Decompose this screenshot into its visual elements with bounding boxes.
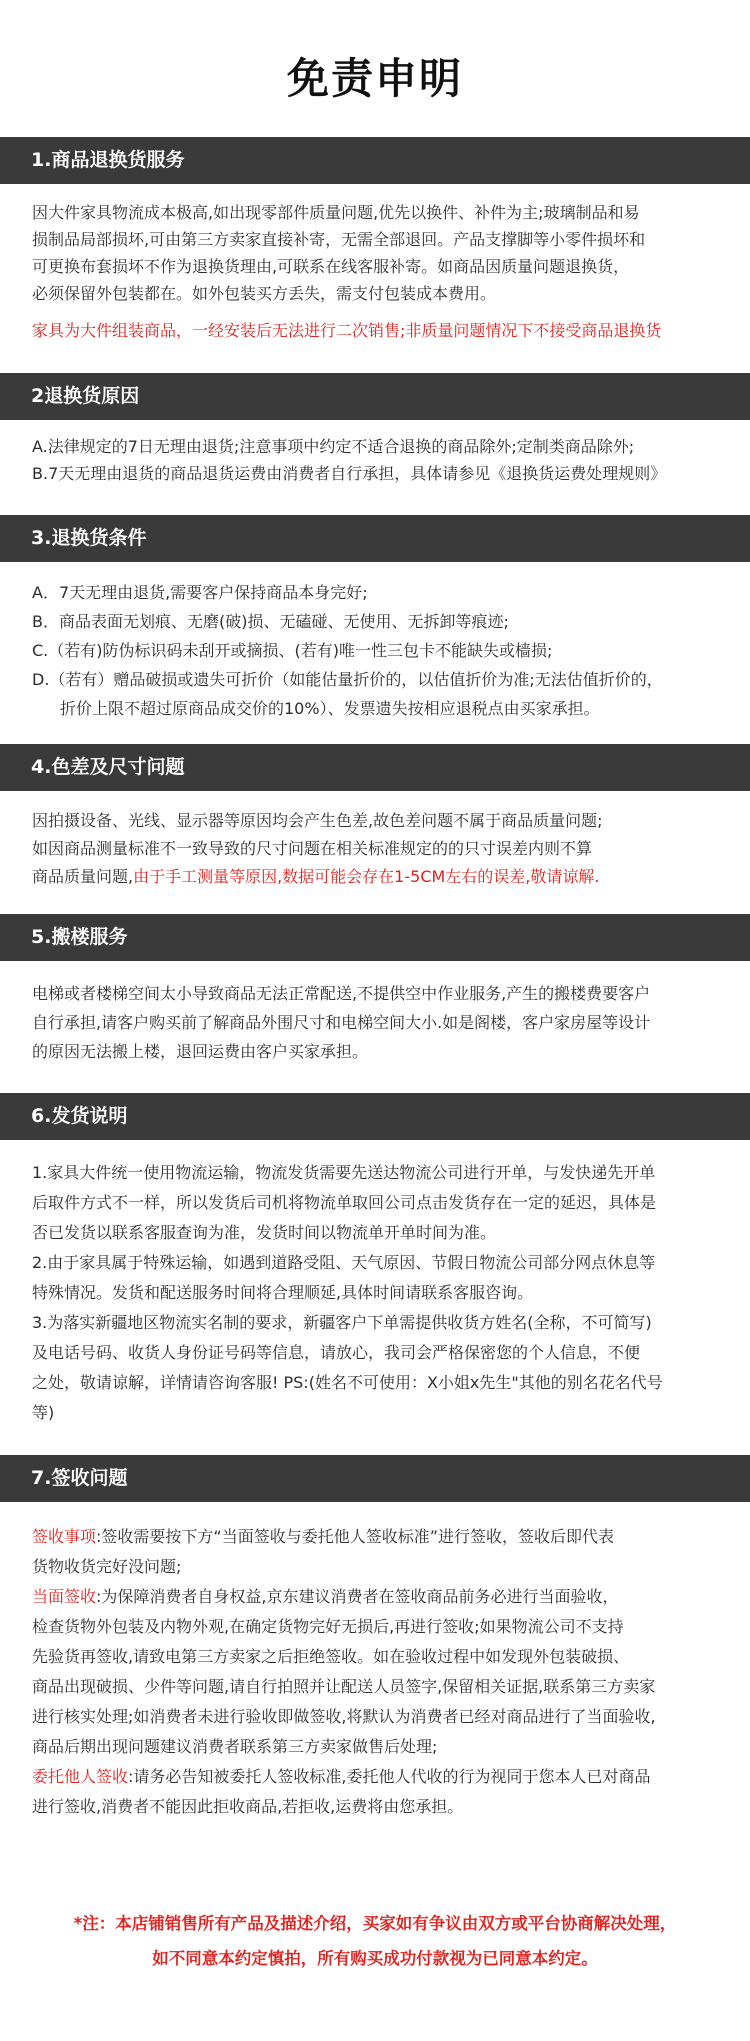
- paragraph-line: 可更换布套损坏不作为退换货理由,可联系在线客服补寄。如商品因质量问题退换货，: [32, 257, 630, 276]
- paragraph-line: B.7天无理由退货的商品退货运费由消费者自行承担，具体请参见《退换货运费处理规则》: [32, 464, 667, 483]
- paragraph-line: B．商品表面无划痕、无磨(破)损、无磕碰、无使用、无拆卸等痕迹;: [32, 612, 509, 631]
- paragraph-line: 货物收货完好没问题;: [32, 1557, 182, 1576]
- section-header: 3.退换货条件: [0, 515, 750, 562]
- paragraph-line: 商品后期出现问题建议消费者联系第三方卖家做售后处理;: [32, 1737, 438, 1756]
- section-receipt: [0, 1455, 750, 1892]
- paragraph-line: 自行承担,请客户购买前了解商品外围尺寸和电梯空间大小.如是阁楼，客户家房屋等设计: [32, 1013, 651, 1032]
- paragraph-line: 1.家具大件统一使用物流运输，物流发货需要先送达物流公司进行开单，与发快递先开单: [32, 1163, 656, 1182]
- section-header: 5.搬楼服务: [0, 914, 750, 961]
- paragraph-line: C.（若有)防伪标识码未刮开或摘损、(若有)唯一性三包卡不能缺失或樯损;: [32, 641, 553, 660]
- section-return-conditions: [0, 515, 750, 744]
- block-label: 签收事项: [32, 1527, 97, 1546]
- paragraph-line: D.（若有）赠品破损或遗失可折价（如能估量折价的，以估值折价为准;无法估值折价的，: [32, 670, 663, 689]
- paragraph-line: 2.由于家具属于特殊运输，如遇到道路受阻、天气原因、节假日物流公司部分网点休息等: [32, 1253, 656, 1272]
- paragraph-line: 商品出现破损、少件等问题,请自行拍照并让配送人员签字,保留相关证据,联系第三方卖家: [32, 1677, 656, 1696]
- paragraph-line: 的原因无法搬上楼，退回运费由客户买家承担。: [32, 1042, 369, 1061]
- paragraph-line: A.法律规定的7日无理由退货;注意事项中约定不适合退换的商品除外;定制类商品除外;: [32, 437, 635, 456]
- paragraph-line: 3.为落实新疆地区物流实名制的要求，新疆客户下单需提供收货方姓名(全称，不可简写): [32, 1313, 652, 1332]
- section-header: 6.发货说明: [0, 1093, 750, 1140]
- paragraph-line: 损制品局部损坏,可由第三方卖家直接补寄，无需全部退回。产品支撑脚等小零件损坏和: [32, 230, 646, 249]
- paragraph-line: 因拍摄设备、光线、显示器等原因均会产生色差,故色差问题不属于商品质量问题;: [32, 811, 603, 830]
- paragraph-line: 及电话号码、收货人身份证号码等信息，请放心，我司会严格保密您的个人信息，不便: [32, 1343, 641, 1362]
- section-header: 2退换货原因: [0, 373, 750, 420]
- paragraph-line: 先验货再签收,请致电第三方卖家之后拒绝签收。如在验收过程中如发现外包装破损、: [32, 1647, 630, 1666]
- paragraph-line: 进行签收,消费者不能因此拒收商品,若拒收,运费将由您承担。: [32, 1797, 464, 1816]
- paragraph-line: 电梯或者楼梯空间太小导致商品无法正常配送,不提供空中作业服务,产生的搬楼费要客户: [32, 984, 651, 1003]
- section-header: 1.商品退换货服务: [0, 137, 750, 184]
- section-header: 7.签收问题: [0, 1455, 750, 1502]
- footer-note: [0, 1892, 750, 1976]
- paragraph-line: [32, 1762, 718, 1792]
- section-shipping: [0, 1093, 750, 1455]
- block-label: 当面签收: [32, 1587, 97, 1606]
- paragraph-line: 之处，敬请谅解，详情请咨询客服! PS:(姓名不可使用：X小姐x先生"其他的别名花名代号: [32, 1373, 663, 1392]
- paragraph-line: A．7天无理由退货,需要客户保持商品本身完好;: [32, 583, 368, 602]
- section-carry-upstairs: [0, 914, 750, 1093]
- paragraph-line: [32, 1522, 718, 1552]
- warning-text: 由于手工测量等原因,数据可能会存在1-5CM左右的误差,敬请谅解.: [133, 867, 600, 886]
- section-returns-service: [0, 137, 750, 373]
- block-text: :请务必告知被委托人签收标准,委托他人代收的行为视同于您本人已对商品: [128, 1767, 651, 1786]
- section-color-size: [0, 744, 750, 914]
- paragraph-line: 特殊情况。发货和配送服务时间将合理顺延,具体时间请联系客服咨询。: [32, 1283, 534, 1302]
- page-title: 免责申明: [286, 54, 463, 103]
- paragraph-line: 进行核实处理;如消费者未进行验收即做签收,将默认为消费者已经对商品进行了当面验收,: [32, 1707, 656, 1726]
- paragraph-line: 检查货物外包装及内物外观,在确定货物完好无损后,再进行签收;如果物流公司不支持: [32, 1617, 624, 1636]
- section-return-reasons: [0, 373, 750, 515]
- paragraph-line: 如因商品测量标准不一致导致的尺寸问题在相关标准规定的的只寸误差内则不算: [32, 839, 593, 858]
- paragraph-line: 后取件方式不一样，所以发货后司机将物流单取回公司点击发货存在一定的延迟，具体是: [32, 1193, 657, 1212]
- paragraph-line: 折价上限不超过原商品成交价的10%）、发票遗失按相应退税点由买家承担。: [60, 699, 600, 718]
- paragraph-line: 因大件家具物流成本极高,如出现零部件质量问题,优先以换件、补件为主;玻璃制品和易: [32, 203, 640, 222]
- footer-line: *注：本店铺销售所有产品及描述介绍，买家如有争议由双方或平台协商解决处理，: [73, 1914, 677, 1933]
- paragraph-line: 等): [32, 1403, 55, 1422]
- block-text: :为保障消费者自身权益,京东建议消费者在签收商品前务必进行当面验收，: [96, 1587, 619, 1606]
- paragraph-line: 必须保留外包装都在。如外包装买方丢失，需支付包装成本费用。: [32, 284, 497, 303]
- footer-line: 如不同意本约定慎拍，所有购买成功付款视为已同意本约定。: [152, 1949, 598, 1968]
- paragraph-line: [32, 863, 718, 891]
- warning-line: 家具为大件组装商品，一经安装后无法进行二次销售;非质量问题情况下不接受商品退换货: [32, 321, 662, 340]
- paragraph-line: [32, 1582, 718, 1612]
- section-header: 4.色差及尺寸问题: [0, 744, 750, 791]
- paragraph-line: 否已发货以联系客服查询为准，发货时间以物流单开单时间为准。: [32, 1223, 497, 1242]
- block-label: 委托他人签收: [32, 1767, 129, 1786]
- block-text: :签收需要按下方“当面签收与委托他人签收标准”进行签收，签收后即代表: [96, 1527, 614, 1546]
- plain-text: 商品质量问题,: [32, 867, 134, 886]
